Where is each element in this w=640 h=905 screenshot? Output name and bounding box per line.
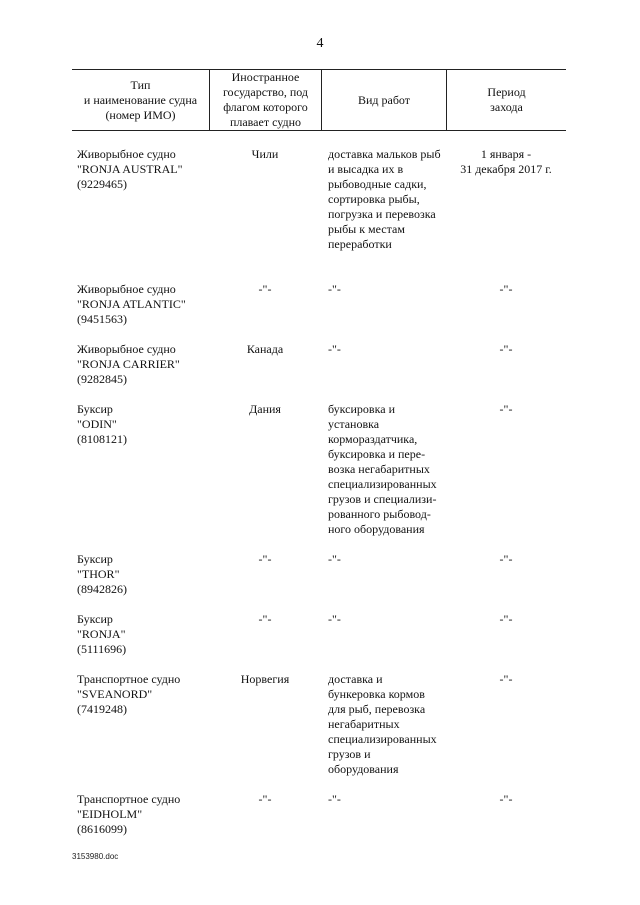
period-cell: -"- xyxy=(499,612,513,626)
period-cell: -"- xyxy=(499,672,513,686)
flag-cell: -"- xyxy=(258,612,272,626)
work-cell: -"- xyxy=(328,792,341,806)
header-type-name: Тип и наименование судна (номер ИМО) xyxy=(83,77,198,122)
header-flag-state: Иностранное государство, под флагом которого плавает судно xyxy=(209,70,321,130)
table-row xyxy=(72,402,566,552)
flag-cell: -"- xyxy=(258,552,272,566)
period-cell: -"- xyxy=(499,552,513,566)
period-cell: -"- xyxy=(499,342,513,356)
vessel-cell: Транспортное судно "SVEANORD" (7419248) xyxy=(77,672,181,716)
work-cell: -"- xyxy=(328,552,341,566)
table-row xyxy=(72,552,566,612)
flag-cell: Чили xyxy=(251,147,279,161)
flag-cell: Дания xyxy=(249,402,281,416)
vessel-cell: Живорыбное судно "RONJA AUSTRAL" (9229465) xyxy=(77,147,183,191)
vessel-cell: Живорыбное судно "RONJA ATLANTIC" (9451563) xyxy=(77,282,186,326)
page-number: 4 xyxy=(316,36,324,51)
work-cell: -"- xyxy=(328,342,341,356)
flag-cell: -"- xyxy=(258,792,272,806)
document-filename: 3153980.doc xyxy=(72,852,119,861)
table-row xyxy=(72,282,566,342)
vessel-cell: Буксир "ODIN" (8108121) xyxy=(77,402,127,446)
table-header xyxy=(72,69,566,131)
work-cell: -"- xyxy=(328,282,341,296)
period-cell: -"- xyxy=(499,792,513,806)
flag-cell: Норвегия xyxy=(240,672,290,686)
vessel-cell: Буксир "RONJA" (5111696) xyxy=(77,612,127,656)
work-cell: -"- xyxy=(328,612,341,626)
table-row xyxy=(72,342,566,402)
header-work-type: Вид работ xyxy=(321,70,446,130)
period-cell: -"- xyxy=(499,402,513,416)
vessel-cell: Живорыбное судно "RONJA CARRIER" (9282845) xyxy=(77,342,180,386)
table-row xyxy=(72,672,566,792)
flag-cell: Канада xyxy=(246,342,284,356)
flag-cell: -"- xyxy=(258,282,272,296)
period-cell: 1 января - 31 декабря 2017 г. xyxy=(460,147,552,176)
table-row xyxy=(72,147,566,282)
table-row xyxy=(72,792,566,852)
vessel-cell: Транспортное судно "EIDHOLM" (8616099) xyxy=(77,792,181,836)
vessel-cell: Буксир "THOR" (8942826) xyxy=(77,552,127,596)
table-body xyxy=(72,147,566,852)
table-row xyxy=(72,612,566,672)
period-cell: -"- xyxy=(499,282,513,296)
work-cell: доставка мальков рыб и высадка их в рыбоводные садки, сортировка рыбы, погрузка и перевозка рыбы к местам переработки xyxy=(328,147,441,251)
header-period: Период захода xyxy=(446,70,566,130)
work-cell: доставка и бункеровка кормов для рыб, перевозка негабаритных специализированных грузов и оборудования xyxy=(328,672,437,776)
vessel-table xyxy=(72,69,566,852)
work-cell: буксировка и установка кормораздатчика, буксировка и пере- возка негабаритных специализированных грузов и специализи- рованного рыбовод- ного оборудования xyxy=(328,402,437,536)
